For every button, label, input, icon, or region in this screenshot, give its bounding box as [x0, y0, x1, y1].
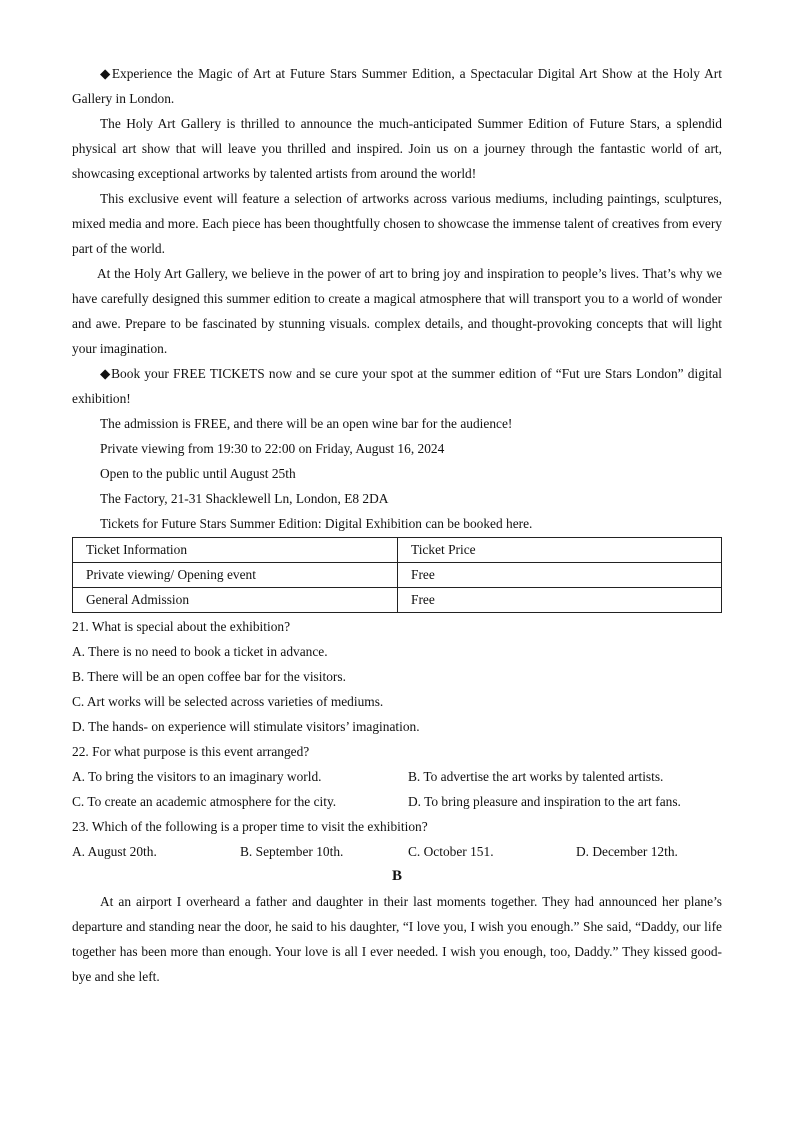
question-21-option-a: A. There is no need to book a ticket in advance. — [72, 644, 328, 659]
question-23-options — [72, 839, 722, 864]
question-22-option-a: A. To bring the visitors to an imaginary world. — [72, 769, 322, 784]
detail-open-to-public: Open to the public until August 25th — [100, 466, 296, 481]
question-22-options-row-1 — [72, 764, 722, 789]
page-content — [72, 61, 722, 989]
detail-admission: The admission is FREE, and there will be an open wine bar for the audience! — [100, 416, 513, 431]
table-cell: Free — [398, 563, 722, 588]
question-23-option-b: B. September 10th. — [240, 844, 344, 859]
detail-tickets: Tickets for Future Stars Summer Edition: Digital Exhibition can be booked here. — [100, 516, 533, 531]
book-heading: ◆Book your FREE TICKETS now and se cure your spot at the summer edition of “Fut ure Stars London” digital exhibition! — [72, 366, 722, 406]
table-header-row — [73, 538, 722, 563]
table-cell: General Admission — [73, 588, 398, 613]
question-22-option-d: D. To bring pleasure and inspiration to the art fans. — [408, 794, 681, 809]
question-23-stem: 23. Which of the following is a proper time to visit the exhibition? — [72, 819, 428, 834]
question-23-option-a: A. August 20th. — [72, 844, 157, 859]
paragraph-1: The Holy Art Gallery is thrilled to announce the much-anticipated Summer Edition of Future Stars, a splendid physical art show that will leave you thrilled and inspired. Join us on a journey through the fantastic world of art, showcasing exceptional artworks by talented artists from around the world! — [72, 116, 722, 181]
question-22-option-b: B. To advertise the art works by talented artists. — [408, 769, 664, 784]
paragraph-2: This exclusive event will feature a selection of artworks across various mediums, including paintings, sculptures, mixed media and more. Each piece has been thoughtfully chosen to showcase the immense talent of creatives from every part of the world. — [72, 191, 722, 256]
question-23-option-d: D. December 12th. — [576, 844, 678, 859]
table-header-cell: Ticket Information — [73, 538, 398, 563]
question-21-option-c: C. Art works will be selected across varieties of mediums. — [72, 694, 384, 709]
question-22-options-row-2 — [72, 789, 722, 814]
question-21-stem: 21. What is special about the exhibition? — [72, 619, 291, 634]
question-22-stem: 22. For what purpose is this event arranged? — [72, 744, 310, 759]
question-23-option-c: C. October 151. — [408, 844, 494, 859]
intro-heading: ◆Experience the Magic of Art at Future Stars Summer Edition, a Spectacular Digital Art Show at the Holy Art Gallery in London. — [72, 66, 722, 106]
question-22-option-c: C. To create an academic atmosphere for the city. — [72, 794, 337, 809]
table-header-cell: Ticket Price — [398, 538, 722, 563]
paragraph-3: At the Holy Art Gallery, we believe in the power of art to bring joy and inspiration to people’s lives. That’s why we have carefully designed this summer edition to create a magical atmosphere that will transport you to a world of wonder and awe. Prepare to be fascinated by stunning visuals. complex details, and thought-provoking concepts that will light your imagination. — [72, 266, 722, 356]
question-21-option-d: D. The hands- on experience will stimulate visitors’ imagination. — [72, 719, 420, 734]
section-b-heading: B — [391, 868, 402, 884]
ticket-table — [72, 537, 722, 613]
table-row — [73, 563, 722, 588]
question-21-option-b: B. There will be an open coffee bar for the visitors. — [72, 669, 346, 684]
table-row — [73, 588, 722, 613]
table-cell: Private viewing/ Opening event — [73, 563, 398, 588]
table-cell: Free — [398, 588, 722, 613]
detail-address: The Factory, 21-31 Shacklewell Ln, London, E8 2DA — [100, 491, 389, 506]
detail-private-viewing: Private viewing from 19:30 to 22:00 on Friday, August 16, 2024 — [100, 441, 445, 456]
section-b-paragraph-1: At an airport I overheard a father and daughter in their last moments together. They had announced her plane’s departure and standing near the door, he said to his daughter, “I love you, I wish you enough.” She said, “Daddy, our life together has been more than enough. Your love is all I ever needed. I wish you enough, too, Daddy.” They kissed good- bye and she left. — [72, 894, 722, 984]
